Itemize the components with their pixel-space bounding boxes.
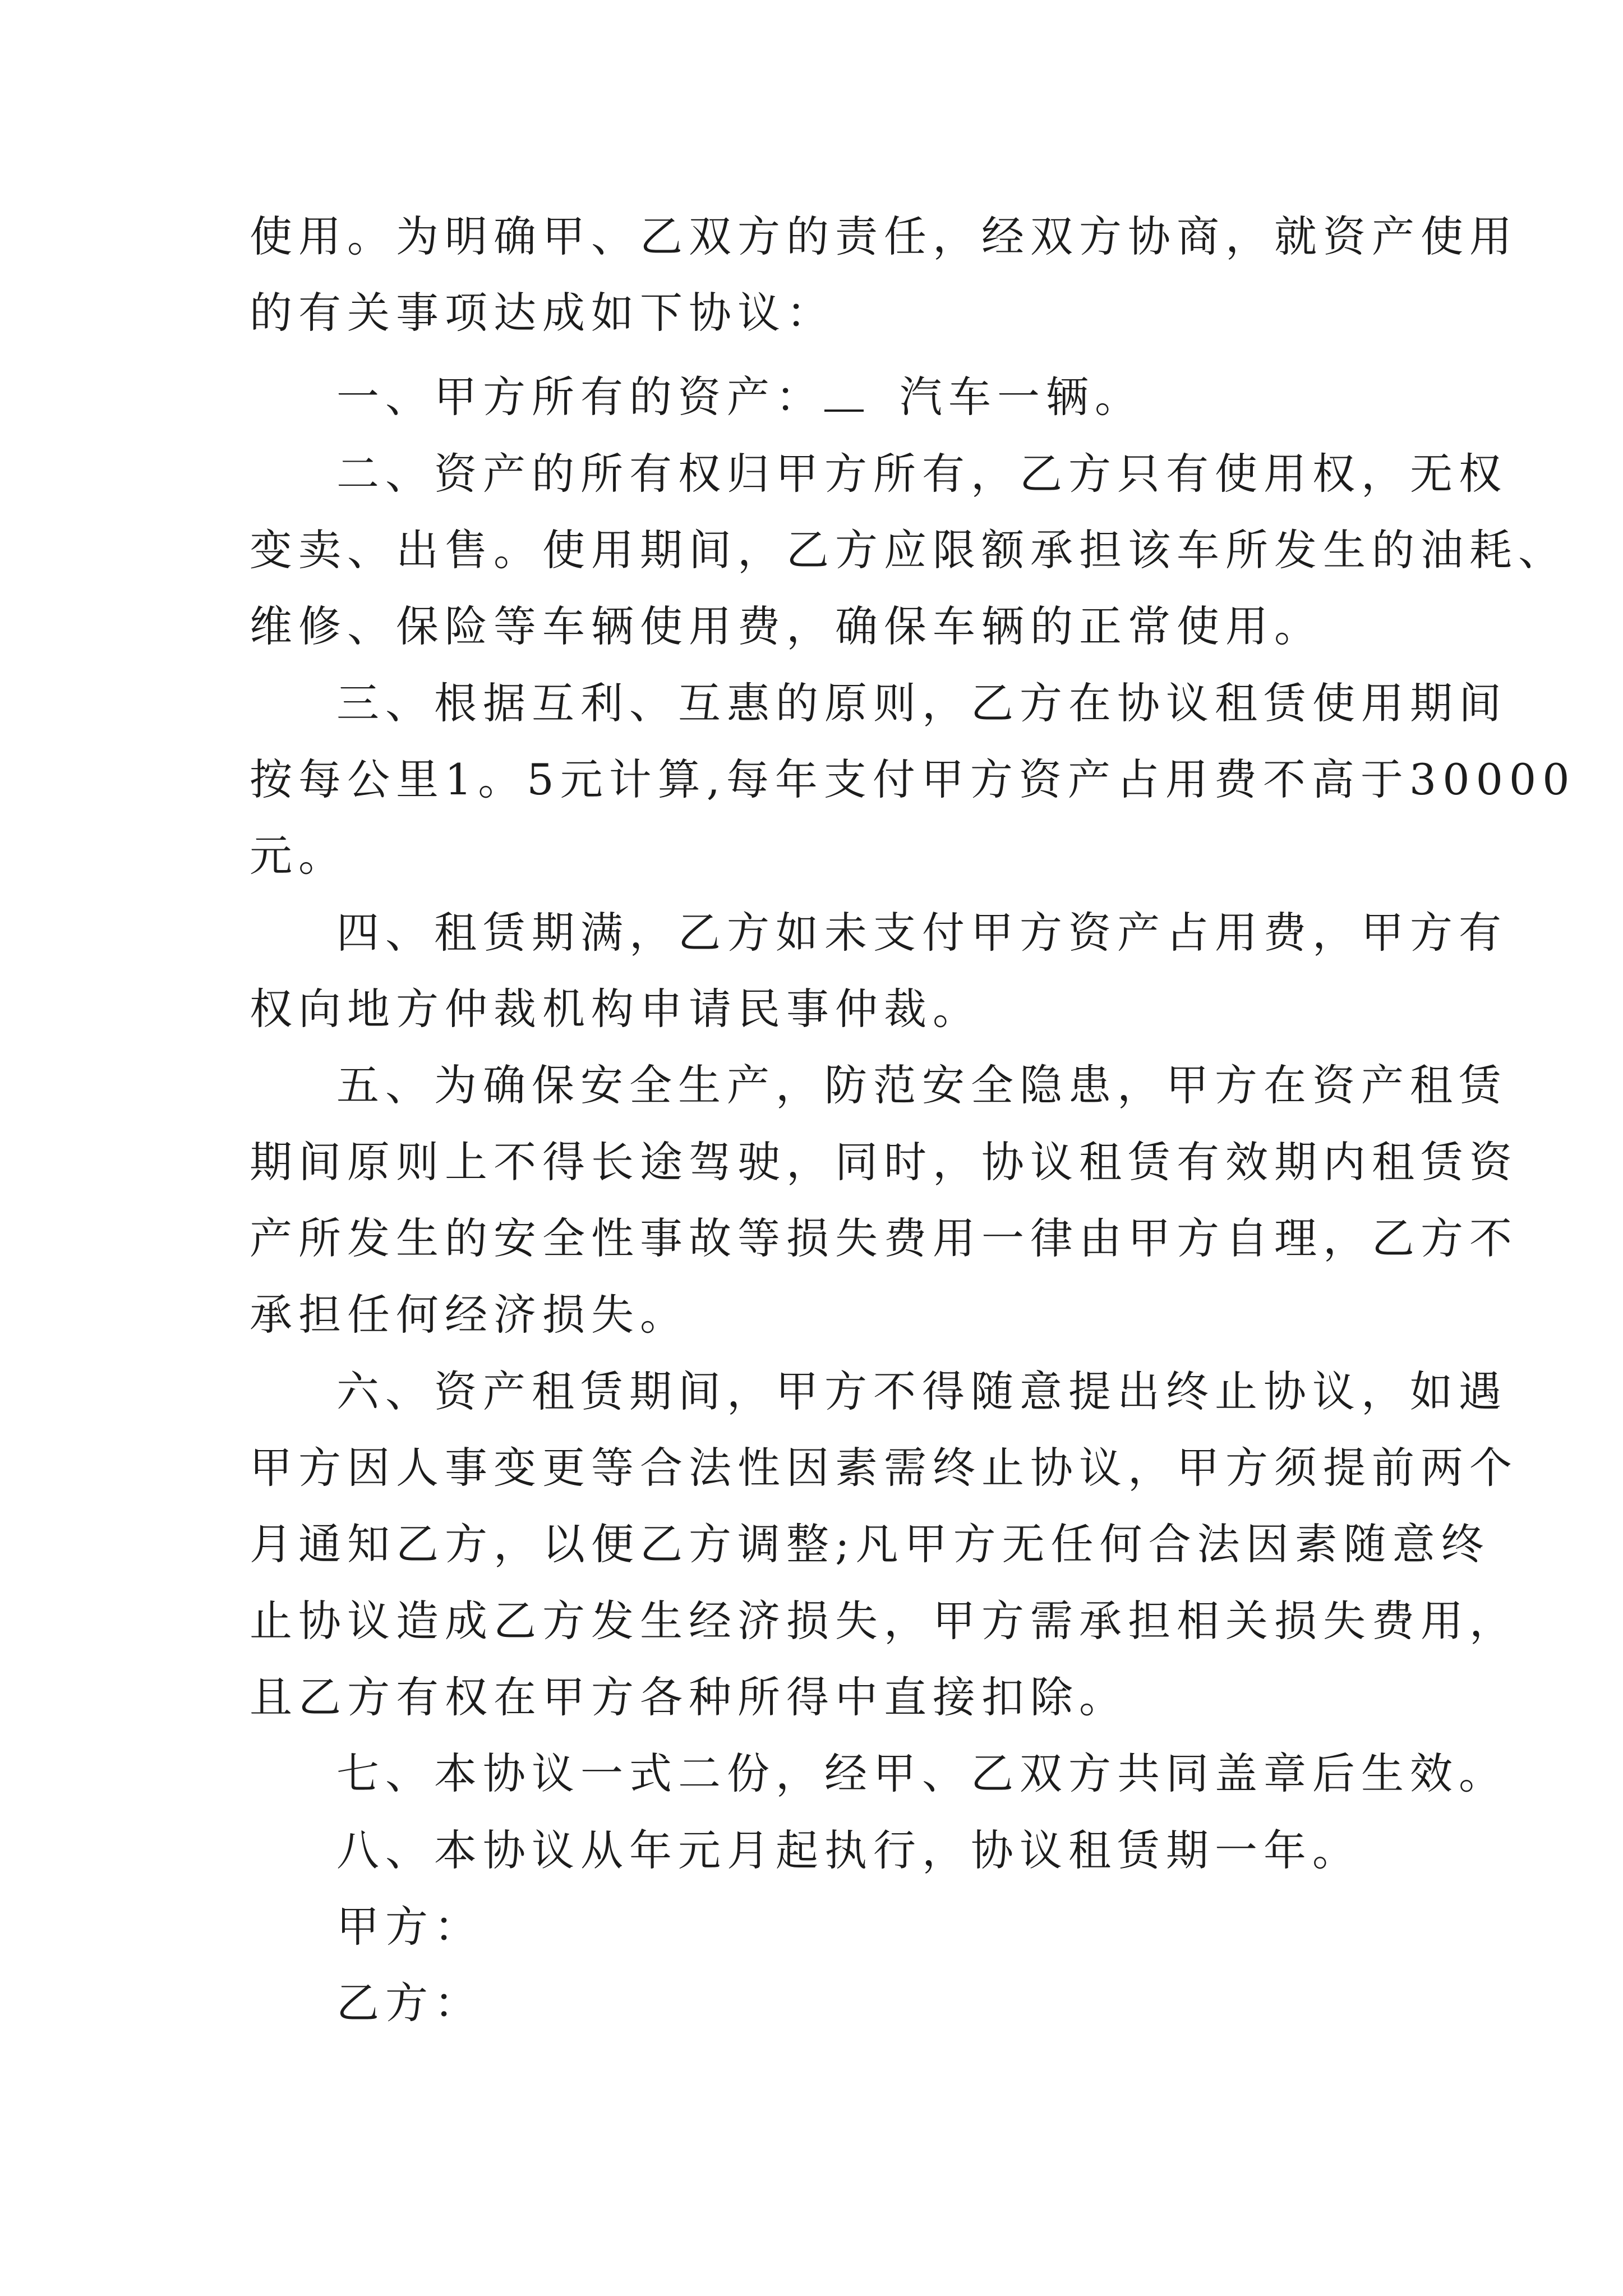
paragraph-line: 月通知乙方，以便乙方调整;凡甲方无任何合法因素随意终 — [250, 1519, 1490, 1569]
paragraph-line: 承担任何经济损失。 — [250, 1290, 689, 1340]
paragraph-line: 甲方因人事变更等合法性因素需终止协议，甲方须提前两个 — [250, 1443, 1518, 1493]
paragraph-line: 的有关事项达成如下协议： — [250, 288, 835, 338]
paragraph-line: 元。 — [250, 831, 347, 881]
paragraph-line: 三、根据互利、互惠的原则，乙方在协议租赁使用期间 — [336, 678, 1507, 728]
paragraph-line: 五、为确保安全生产，防范安全隐患，甲方在资产租赁 — [336, 1060, 1507, 1110]
paragraph-line: 按每公里1。5元计算,每年支付甲方资产占用费不高于30000 — [250, 754, 1576, 804]
paragraph-line: 四、租赁期满，乙方如未支付甲方资产占用费，甲方有 — [336, 908, 1507, 958]
paragraph-line: 产所发生的安全性事故等损失费用一律由甲方自理，乙方不 — [250, 1213, 1518, 1263]
paragraph-line: 六、资产租赁期间，甲方不得随意提出终止协议，如遇 — [336, 1366, 1507, 1416]
paragraph-line: 七、本协议一式二份，经甲、乙双方共同盖章后生效。 — [336, 1749, 1507, 1798]
paragraph-line: 期间原则上不得长途驾驶，同时，协议租赁有效期内租赁资 — [250, 1137, 1518, 1187]
party-b-signature-label: 乙方： — [336, 1978, 483, 2028]
paragraph-line: 使用。为明确甲、乙双方的责任，经双方协商，就资产使用 — [250, 211, 1518, 261]
paragraph-line: 维修、保险等车辆使用费，确保车辆的正常使用。 — [250, 601, 1323, 651]
paragraph-line: 变卖、出售。使用期间，乙方应限额承担该车所发生的油耗、 — [250, 525, 1567, 575]
blank-field — [824, 370, 864, 412]
paragraph-line: 止协议造成乙方发生经济损失，甲方需承担相关损失费用， — [250, 1596, 1518, 1646]
paragraph-line: 且乙方有权在甲方各种所得中直接扣除。 — [250, 1672, 1128, 1722]
clause-1-line — [336, 369, 1144, 425]
clause-1-text: 一、甲方所有的资产： — [336, 372, 824, 422]
paragraph-line: 权向地方仲裁机构申请民事仲裁。 — [250, 984, 981, 1034]
paragraph-line: 八、本协议从年元月起执行，协议租赁期一年。 — [336, 1825, 1361, 1875]
clause-1-item: 汽车一辆。 — [900, 372, 1144, 422]
paragraph-line: 二、资产的所有权归甲方所有，乙方只有使用权，无权 — [336, 449, 1507, 499]
party-a-signature-label: 甲方： — [336, 1902, 483, 1952]
